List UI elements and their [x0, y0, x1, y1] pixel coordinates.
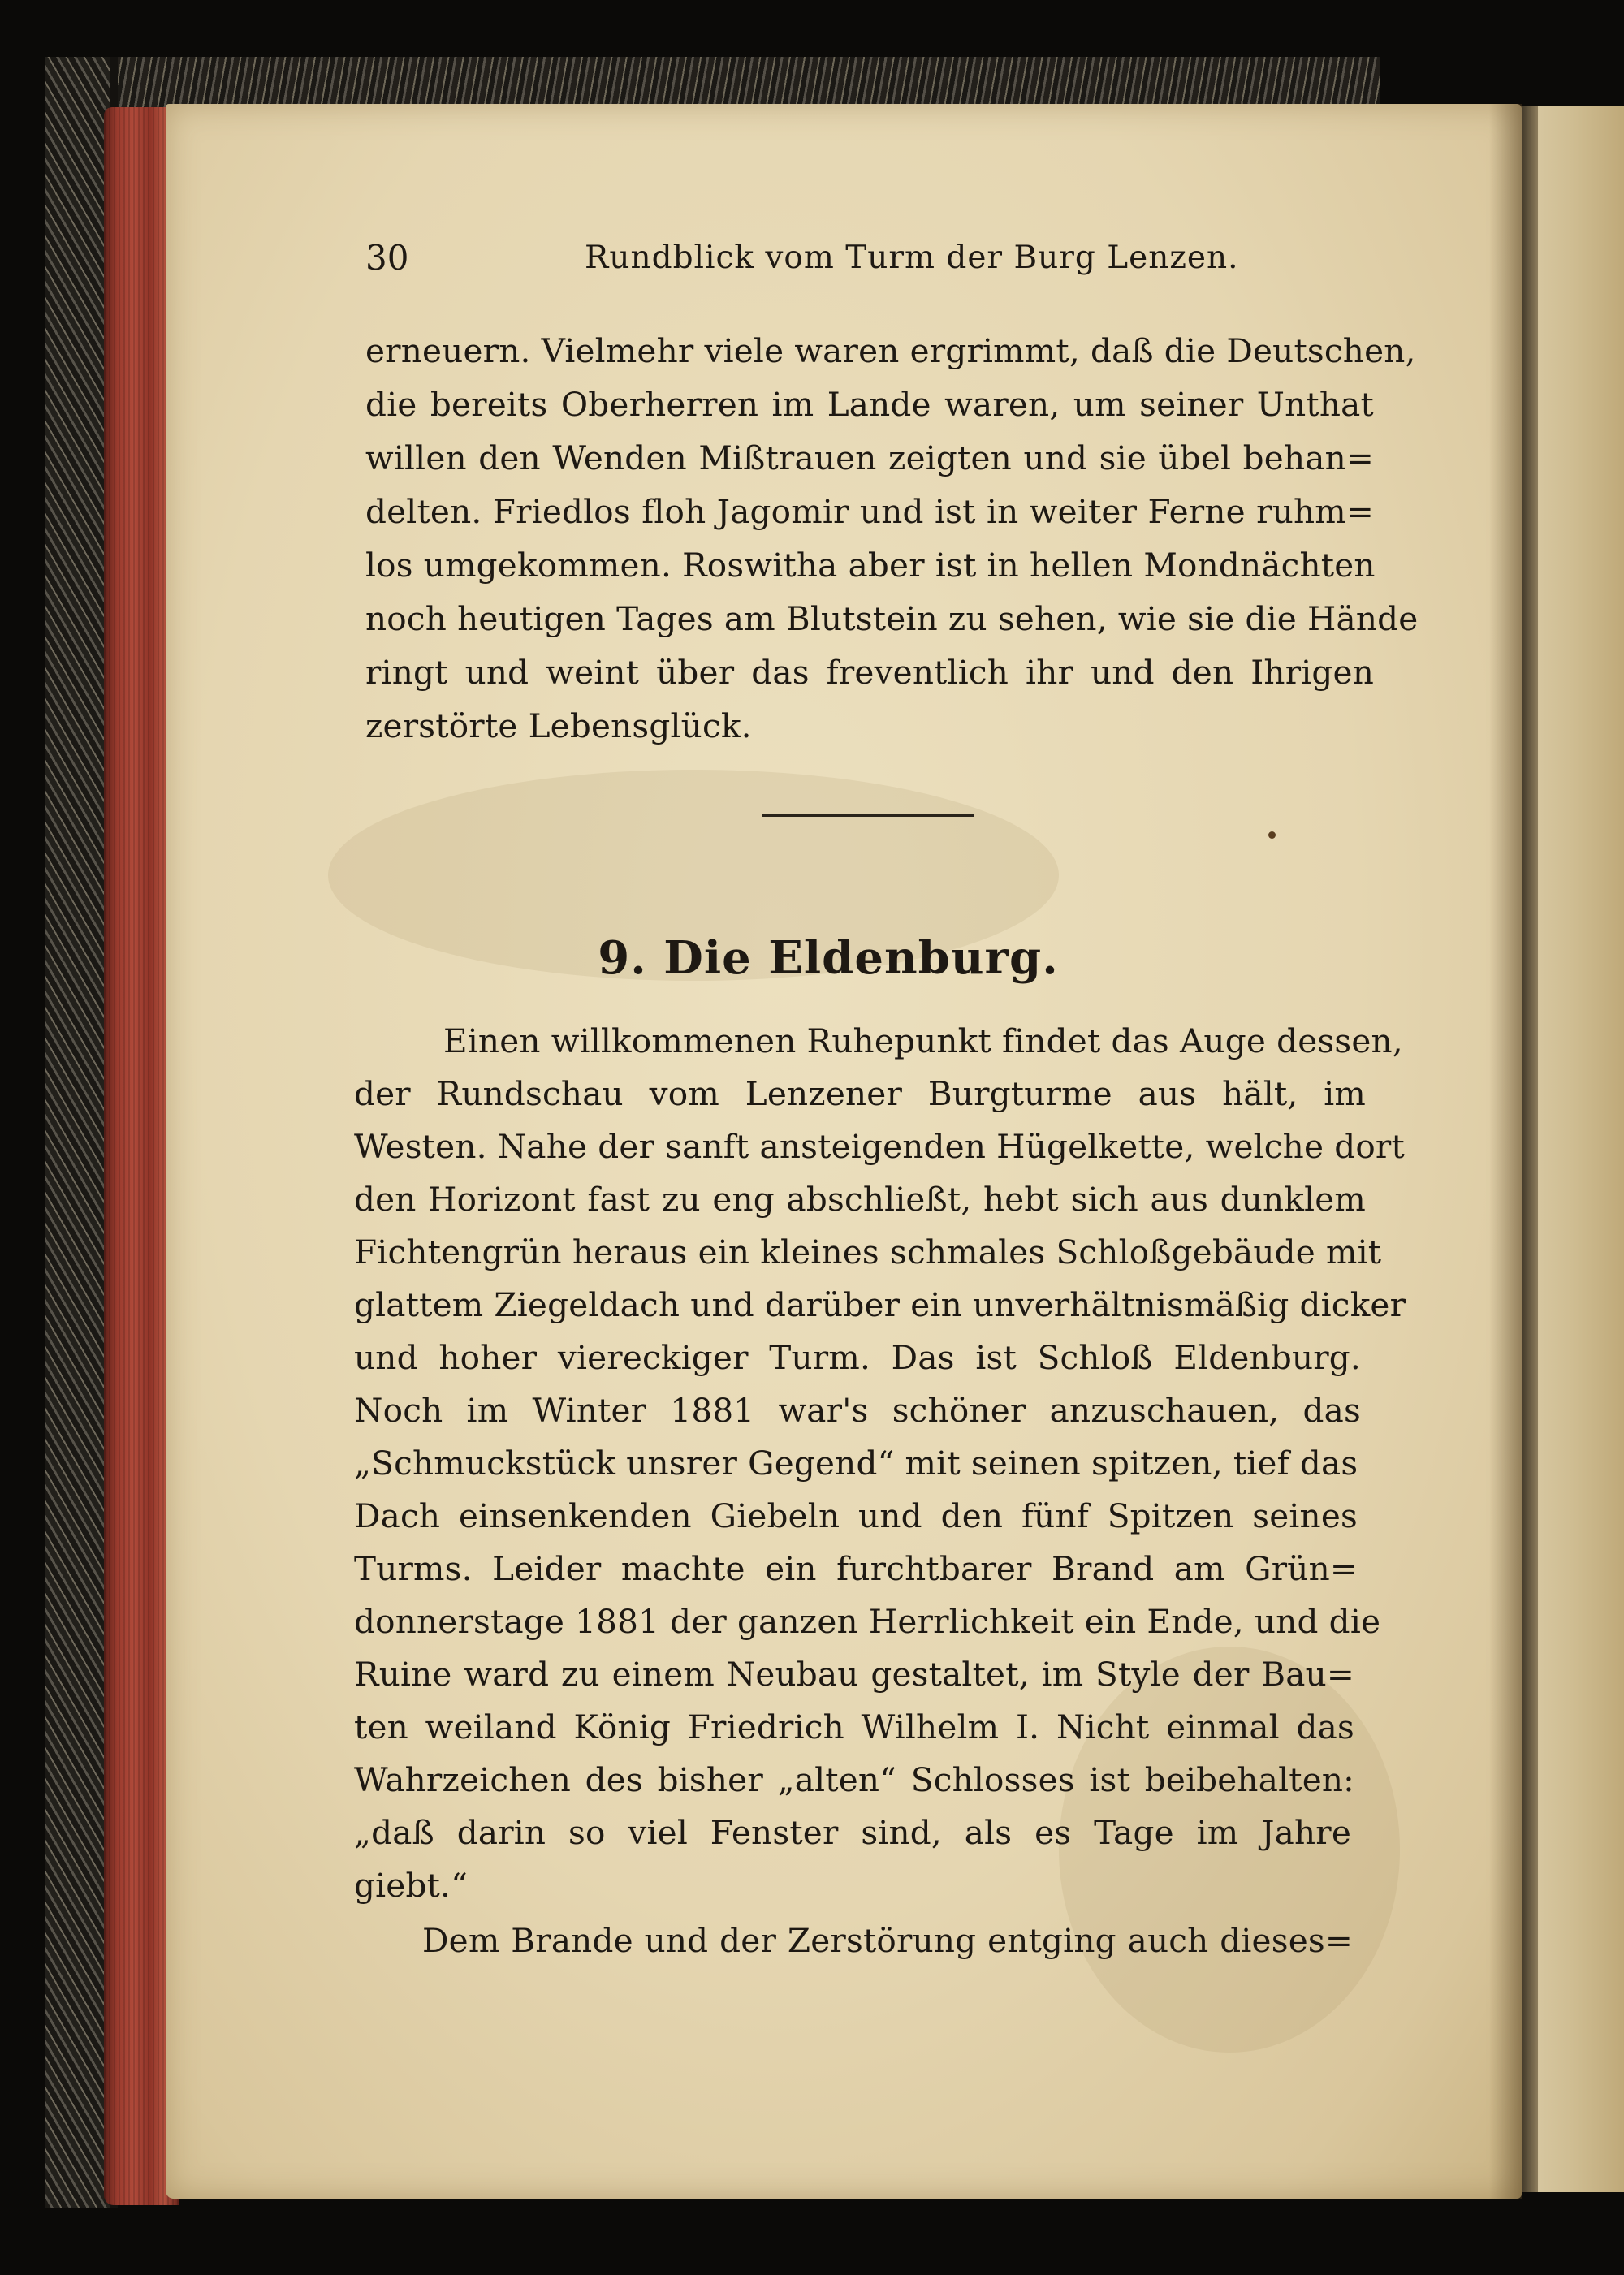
- text-line: Turms. Leider machte ein furchtbarer Brand am Grün=: [354, 1549, 1358, 1588]
- page-number: 30: [365, 238, 409, 278]
- text-line: den Horizont fast zu eng abschließt, hebt sich aus dunklem: [354, 1180, 1366, 1219]
- text-line: erneuern. Vielmehr viele waren ergrimmt, daß die Deutschen,: [365, 331, 1416, 370]
- text-line: giebt.“: [354, 1866, 469, 1905]
- text-line: delten. Friedlos floh Jagomir und ist in weiter Ferne ruhm=: [365, 492, 1374, 531]
- text-line: noch heutigen Tages am Blutstein zu sehen, wie sie die Hände: [365, 599, 1419, 638]
- running-title: Rundblick vom Turm der Burg Lenzen.: [585, 240, 1239, 276]
- paragraph: [349, 1916, 1353, 1973]
- section-heading: 9. Die Eldenburg.: [598, 931, 1059, 985]
- text-line: „Schmuckstück unsrer Gegend“ mit seinen spitzen, tief das: [354, 1444, 1358, 1483]
- text-line: willen den Wenden Mißtrauen zeigten und sie übel behan=: [365, 438, 1374, 477]
- text-line: zerstörte Lebensglück.: [365, 706, 752, 745]
- text-line: ringt und weint über das freventlich ihr und den Ihrigen: [365, 653, 1374, 692]
- text-line: Westen. Nahe der sanft ansteigenden Hügelkette, welche dort: [354, 1127, 1405, 1166]
- text-line: „daß darin so viel Fenster sind, als es Tage im Jahre: [354, 1813, 1351, 1852]
- text-line: der Rundschau vom Lenzener Burgturme aus hält, im: [354, 1074, 1366, 1113]
- facing-page-edge: [1520, 106, 1624, 2192]
- section-divider: [762, 814, 974, 817]
- text-line: donnerstage 1881 der ganzen Herrlichkeit ein Ende, und die: [354, 1602, 1381, 1641]
- paragraph: [354, 1017, 1406, 1910]
- text-line: ten weiland König Friedrich Wilhelm I. Nicht einmal das: [354, 1707, 1354, 1746]
- text-line: Noch im Winter 1881 war's schöner anzuschauen, das: [354, 1391, 1361, 1430]
- ink-speck: [1268, 831, 1276, 839]
- running-head: [365, 234, 1239, 283]
- text-line: Fichtengrün heraus ein kleines schmales Schloßgebäude mit: [354, 1232, 1382, 1271]
- text-line: die bereits Oberherren im Lande waren, um seiner Unthat: [365, 385, 1374, 424]
- text-line: und hoher viereckiger Turm. Das ist Schloß Eldenburg.: [354, 1338, 1361, 1377]
- text-line: Wahrzeichen des bisher „alten“ Schlosses ist beibehalten:: [354, 1760, 1354, 1799]
- text-line: glattem Ziegeldach und darüber ein unverhältnismäßig dicker: [354, 1285, 1406, 1324]
- text-line: los umgekommen. Roswitha aber ist in hellen Mondnächten: [365, 546, 1376, 585]
- text-line: Einen willkommenen Ruhepunkt findet das Auge dessen,: [443, 1021, 1403, 1060]
- text-line: Dach einsenkenden Giebeln und den fünf Spitzen seines: [354, 1496, 1358, 1535]
- text-line: Dem Brande und der Zerstörung entging auch dieses=: [422, 1921, 1353, 1960]
- paragraph-continued: [365, 326, 1419, 749]
- text-line: Ruine ward zu einem Neubau gestaltet, im Style der Bau=: [354, 1655, 1354, 1694]
